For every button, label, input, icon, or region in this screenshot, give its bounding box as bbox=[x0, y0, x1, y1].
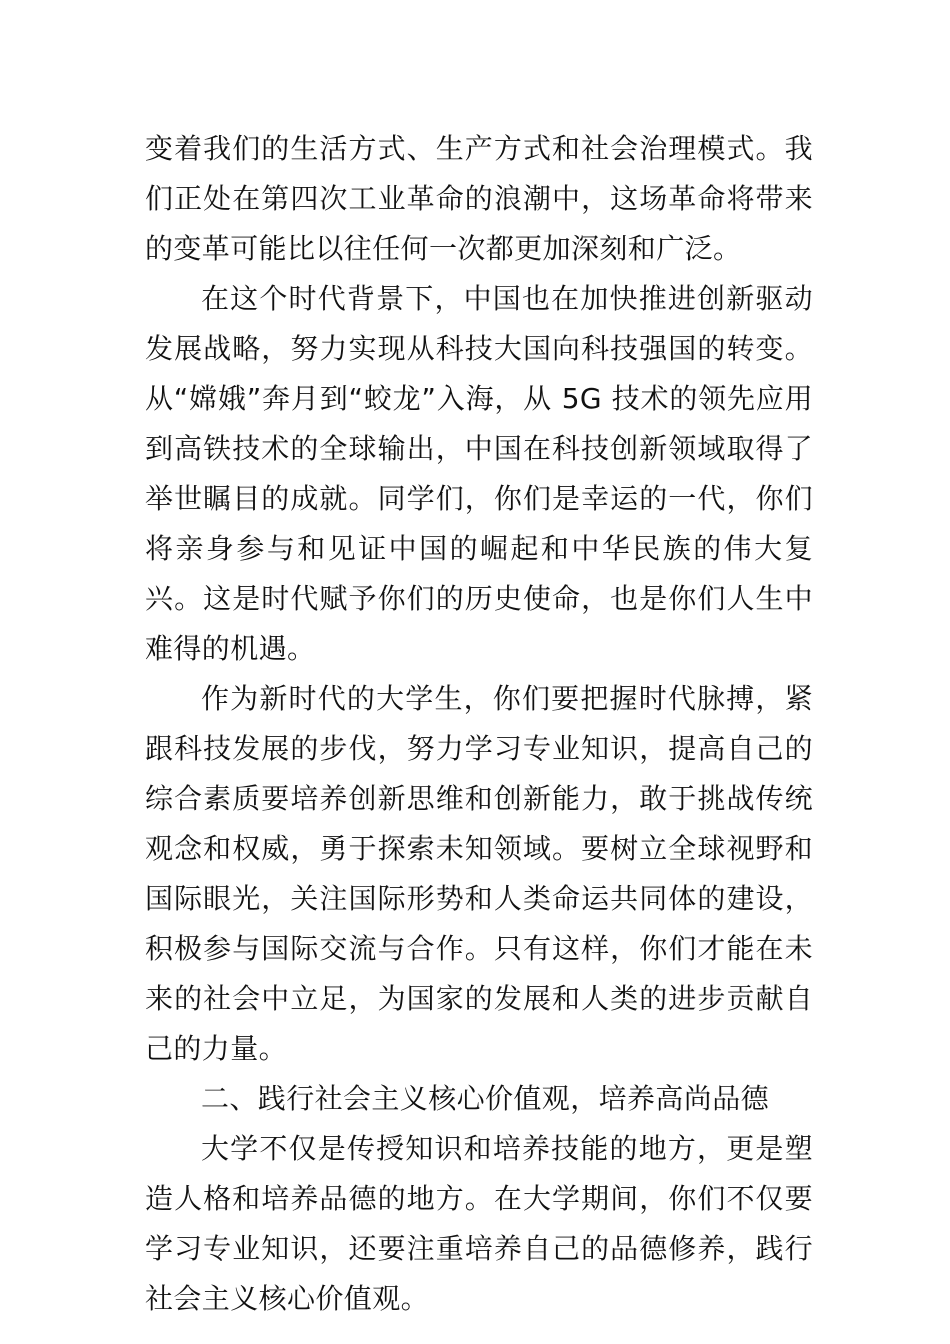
paragraph-new-era-students: 作为新时代的大学生，你们要把握时代脉搏，紧跟科技发展的步伐，努力学习专业知识，提高自己的综合素质要培养创新思维和创新能力，敢于挑战传统观念和权威，勇于探索未知领域。要树立全球视野和国际眼光，关注国际形势和人类命运共同体的建设，积极参与国际交流与合作。只有这样，你们才能在未来的社会中立足，为国家的发展和人类的进步贡献自己的力量。 bbox=[145, 682, 813, 1065]
paragraph-university-morality: 大学不仅是传授知识和培养技能的地方，更是塑造人格和培养品德的地方。在大学期间，你们不仅要学习专业知识，还要注重培养自己的品德修养，践行社会主义核心价值观。 bbox=[145, 1132, 813, 1315]
paragraph-era-background: 在这个时代背景下，中国也在加快推进创新驱动发展战略，努力实现从科技大国向科技强国的转变。从“嫦娥”奔月到“蛟龙”入海，从 5G 技术的领先应用到高铁技术的全球输出，中国在科技创新领域取得了举世瞩目的成就。同学们，你们是幸运的一代，你们将亲身参与和见证中国的崛起和中华民族的伟大复兴。这是时代赋予你们的历史使命，也是你们人生中难得的机遇。 bbox=[145, 282, 813, 665]
document-body bbox=[145, 124, 813, 1324]
section-heading: 二、践行社会主义核心价值观，培养高尚品德 bbox=[201, 1082, 770, 1115]
paragraph-continuation: 变着我们的生活方式、生产方式和社会治理模式。我们正处在第四次工业革命的浪潮中，这场革命将带来的变革可能比以往任何一次都更加深刻和广泛。 bbox=[145, 132, 813, 265]
